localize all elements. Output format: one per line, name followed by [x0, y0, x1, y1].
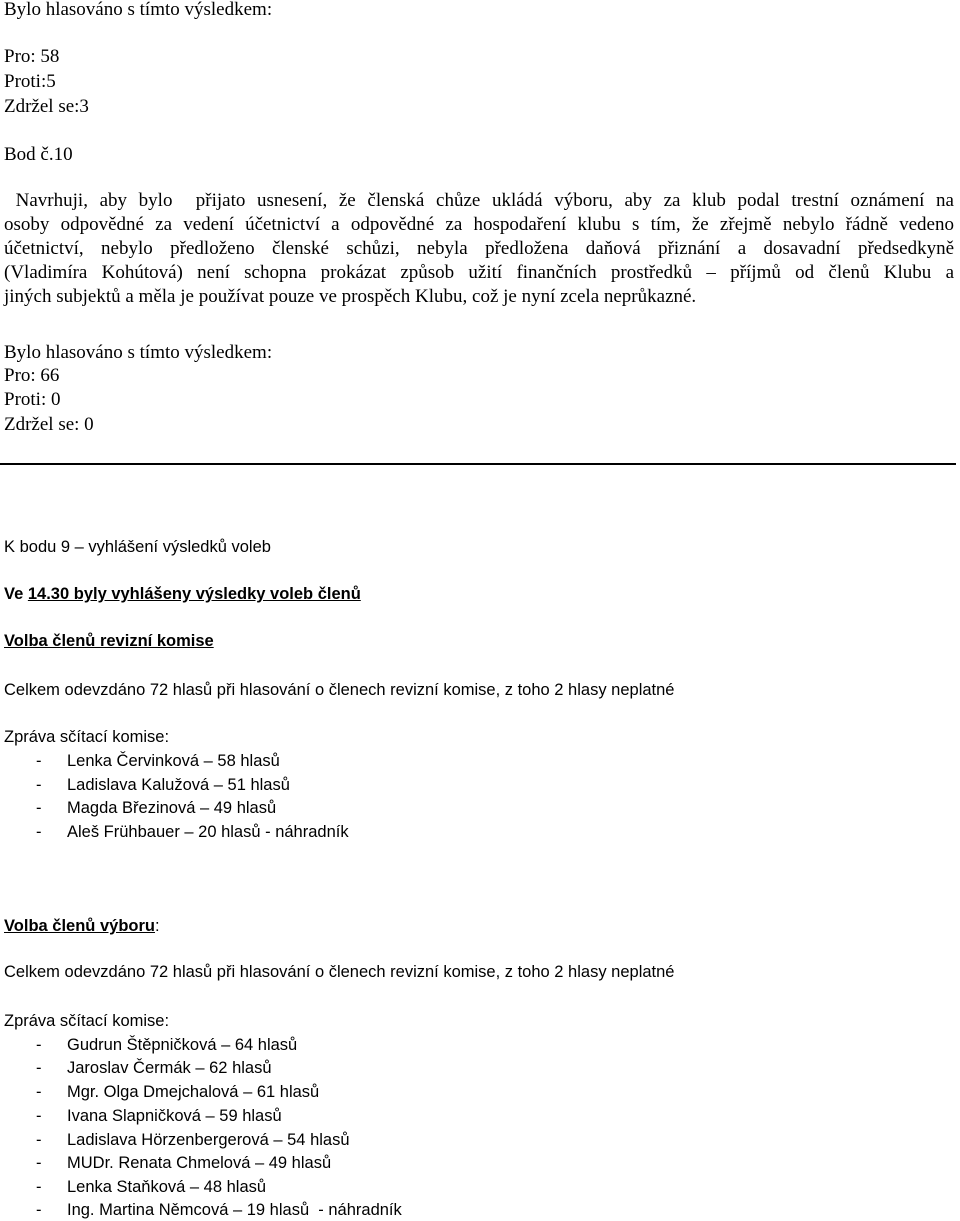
- proposal-line: jiných subjektů a měla je používat pouze ve prospěch Klubu, což je nyní zcela neprůkazné.: [4, 286, 697, 307]
- candidate-result: Magda Březinová – 49 hlasů: [67, 799, 277, 817]
- list-marker: -: [36, 776, 42, 794]
- candidate-result: Jaroslav Čermák – 62 hlasů: [67, 1059, 272, 1077]
- list-item: [36, 824, 349, 841]
- vote2-heading: Bylo hlasováno s tímto výsledkem:: [4, 342, 273, 363]
- candidate-result: Ing. Martina Němcová – 19 hlasů - náhradník: [67, 1201, 402, 1219]
- list-item: [36, 1037, 297, 1054]
- list-marker: -: [36, 1131, 42, 1149]
- proposal-line: účetnictví, nebylo předloženo členské schůzi, nebyla předložena daňová přiznání a dosavadní předsedkyně: [4, 238, 954, 259]
- candidate-result: Gudrun Štěpničková – 64 hlasů: [67, 1036, 298, 1054]
- proposal-line: (Vladimíra Kohútová) není schopna prokázat způsob užití finančních prostředků – příjmů od členů Klubu a: [4, 262, 954, 283]
- candidate-result: MUDr. Renata Chmelová – 49 hlasů: [67, 1154, 332, 1172]
- proposal-line: osoby odpovědné za vedení účetnictví a odpovědné za hospodaření klubu s tím, že zřejmě nebylo řádně vedeno: [4, 214, 954, 235]
- list-marker: -: [36, 1059, 42, 1077]
- vote2-pro: Pro: 66: [4, 365, 60, 386]
- list-marker: -: [36, 799, 42, 817]
- vote1-proti: Proti:5: [4, 71, 56, 92]
- list-item: [36, 1108, 282, 1125]
- list-marker: -: [36, 1178, 42, 1196]
- board-heading-line: [4, 918, 160, 935]
- list-item: [36, 1132, 350, 1149]
- announcement-prefix: Ve: [4, 585, 28, 603]
- candidate-result: Aleš Frühbauer – 20 hlasů - náhradník: [67, 823, 349, 841]
- vote2-zdrzel: Zdržel se: 0: [4, 414, 94, 435]
- point9-announcement: [4, 586, 361, 603]
- audit-committee-heading: Volba členů revizní komise: [4, 632, 214, 650]
- candidate-result: Ladislava Kalužová – 51 hlasů: [67, 776, 290, 794]
- section-divider: [0, 463, 956, 465]
- point10-proposal: [4, 189, 954, 309]
- list-marker: -: [36, 1083, 42, 1101]
- candidate-result: Lenka Červinková – 58 hlasů: [67, 752, 280, 770]
- point10-title: Bod č.10: [4, 144, 73, 165]
- list-item: [36, 1155, 331, 1172]
- list-marker: -: [36, 1154, 42, 1172]
- list-item: [36, 777, 290, 794]
- vote2-proti: Proti: 0: [4, 389, 61, 410]
- list-item: [36, 1084, 319, 1101]
- list-item: [36, 1202, 402, 1219]
- list-item: [36, 1179, 266, 1196]
- list-item: [36, 1060, 272, 1077]
- audit-committee-summary: Celkem odevzdáno 72 hlasů při hlasování o členech revizní komise, z toho 2 hlasy neplatné: [4, 681, 675, 699]
- list-marker: -: [36, 1036, 42, 1054]
- list-marker: -: [36, 1107, 42, 1125]
- candidate-result: Lenka Staňková – 48 hlasů: [67, 1178, 267, 1196]
- list-marker: -: [36, 823, 42, 841]
- list-marker: -: [36, 1201, 42, 1219]
- board-summary: Celkem odevzdáno 72 hlasů při hlasování o členech revizní komise, z toho 2 hlasy neplatné: [4, 963, 675, 981]
- candidate-result: Mgr. Olga Dmejchalová – 61 hlasů: [67, 1083, 320, 1101]
- announcement-text: 14.30 byly vyhlášeny výsledky voleb členů: [27, 585, 361, 603]
- board-heading-suffix: :: [154, 917, 160, 935]
- candidate-result: Ladislava Hörzenbergerová – 54 hlasů: [67, 1131, 350, 1149]
- candidate-result: Ivana Slapničková – 59 hlasů: [67, 1107, 282, 1125]
- vote1-zdrzel: Zdržel se:3: [4, 96, 89, 117]
- proposal-line: Navrhuji, aby bylo přijato usnesení, že členská chůze ukládá výboru, aby za klub podal trestní oznámení na: [4, 190, 954, 211]
- vote1-pro: Pro: 58: [4, 46, 60, 67]
- board-heading: Volba členů výboru: [4, 917, 155, 935]
- list-item: [36, 753, 280, 770]
- point9-title: K bodu 9 – vyhlášení výsledků voleb: [4, 538, 271, 556]
- board-report-label: Zpráva sčítací komise:: [4, 1012, 170, 1030]
- list-marker: -: [36, 752, 42, 770]
- vote1-heading: Bylo hlasováno s tímto výsledkem:: [4, 0, 273, 20]
- audit-report-label: Zpráva sčítací komise:: [4, 728, 170, 746]
- list-item: [36, 800, 276, 817]
